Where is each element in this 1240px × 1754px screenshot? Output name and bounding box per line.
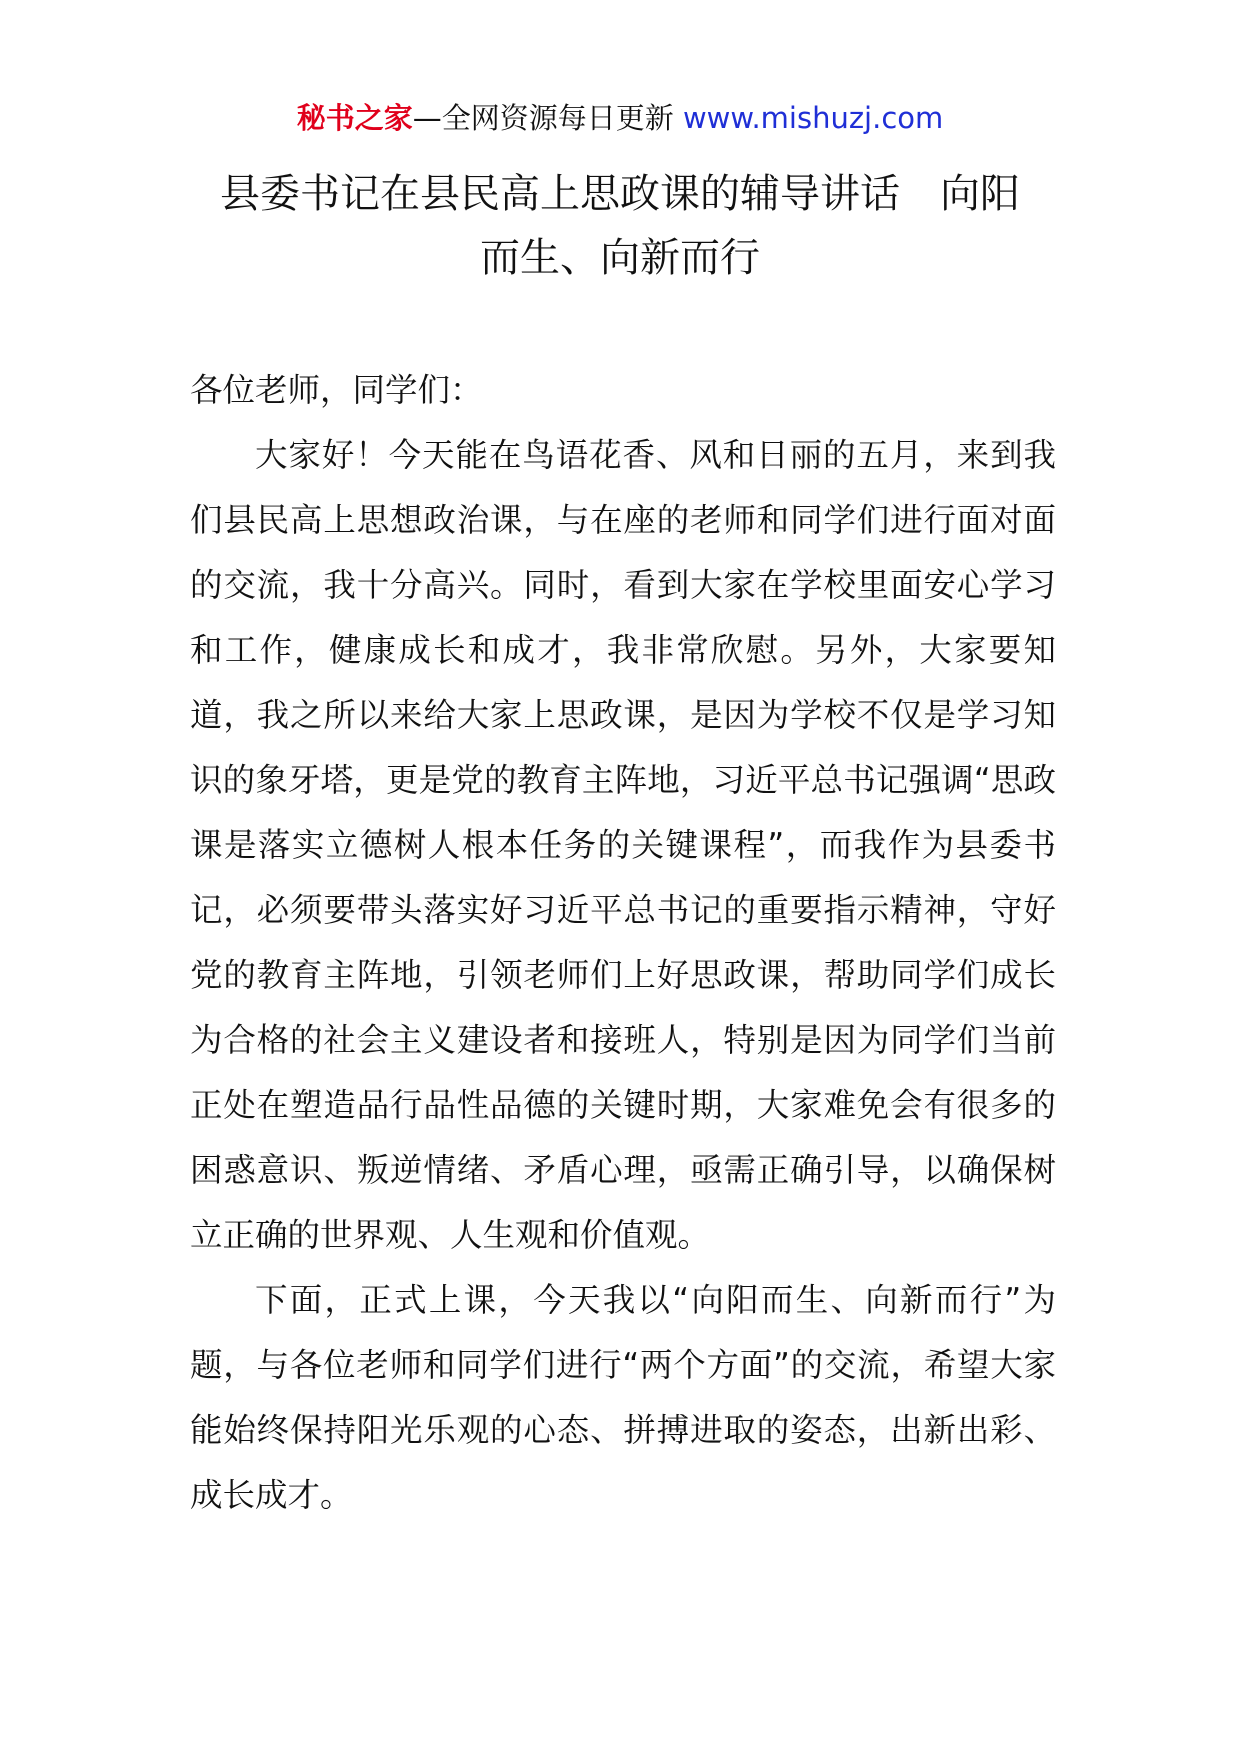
document-title-line-2: 而生、向新而行	[480, 235, 760, 281]
salutation: 各位老师，同学们：	[190, 371, 483, 409]
site-brand: 秘书之家	[296, 101, 413, 135]
body-paragraph-2: 下面，正式上课，今天我以“向阳而生、向新而行”为题，与各位老师和同学们进行“两个方面”的交流，希望大家能始终保持阳光乐观的心态、拼搏进取的姿态，出新出彩、成长成才。	[190, 1281, 1056, 1514]
site-url-link[interactable]: www.mishuzj.com	[682, 101, 944, 135]
site-tagline: —全网资源每日更新	[412, 101, 683, 135]
site-header	[0, 98, 1240, 138]
document-body	[190, 358, 1056, 1528]
document-title	[190, 162, 1050, 290]
body-paragraph-1: 大家好！今天能在鸟语花香、风和日丽的五月，来到我们县民高上思想政治课，与在座的老师和同学们进行面对面的交流，我十分高兴。同时，看到大家在学校里面安心学习和工作，健康成长和成才，我非常欣慰。另外，大家要知道，我之所以来给大家上思政课，是因为学校不仅是学习知识的象牙塔，更是党的教育主阵地，习近平总书记强调“思政课是落实立德树人根本任务的关键课程”，而我作为县委书记，必须要带头落实好习近平总书记的重要指示精神，守好党的教育主阵地，引领老师们上好思政课，帮助同学们成长为合格的社会主义建设者和接班人，特别是因为同学们当前正处在塑造品行品性品德的关键时期，大家难免会有很多的困惑意识、叛逆情绪、矛盾心理，亟需正确引导，以确保树立正确的世界观、人生观和价值观。	[190, 436, 1056, 1254]
document-title-line-1: 县委书记在县民高上思政课的辅导讲话 向阳	[220, 171, 1020, 217]
